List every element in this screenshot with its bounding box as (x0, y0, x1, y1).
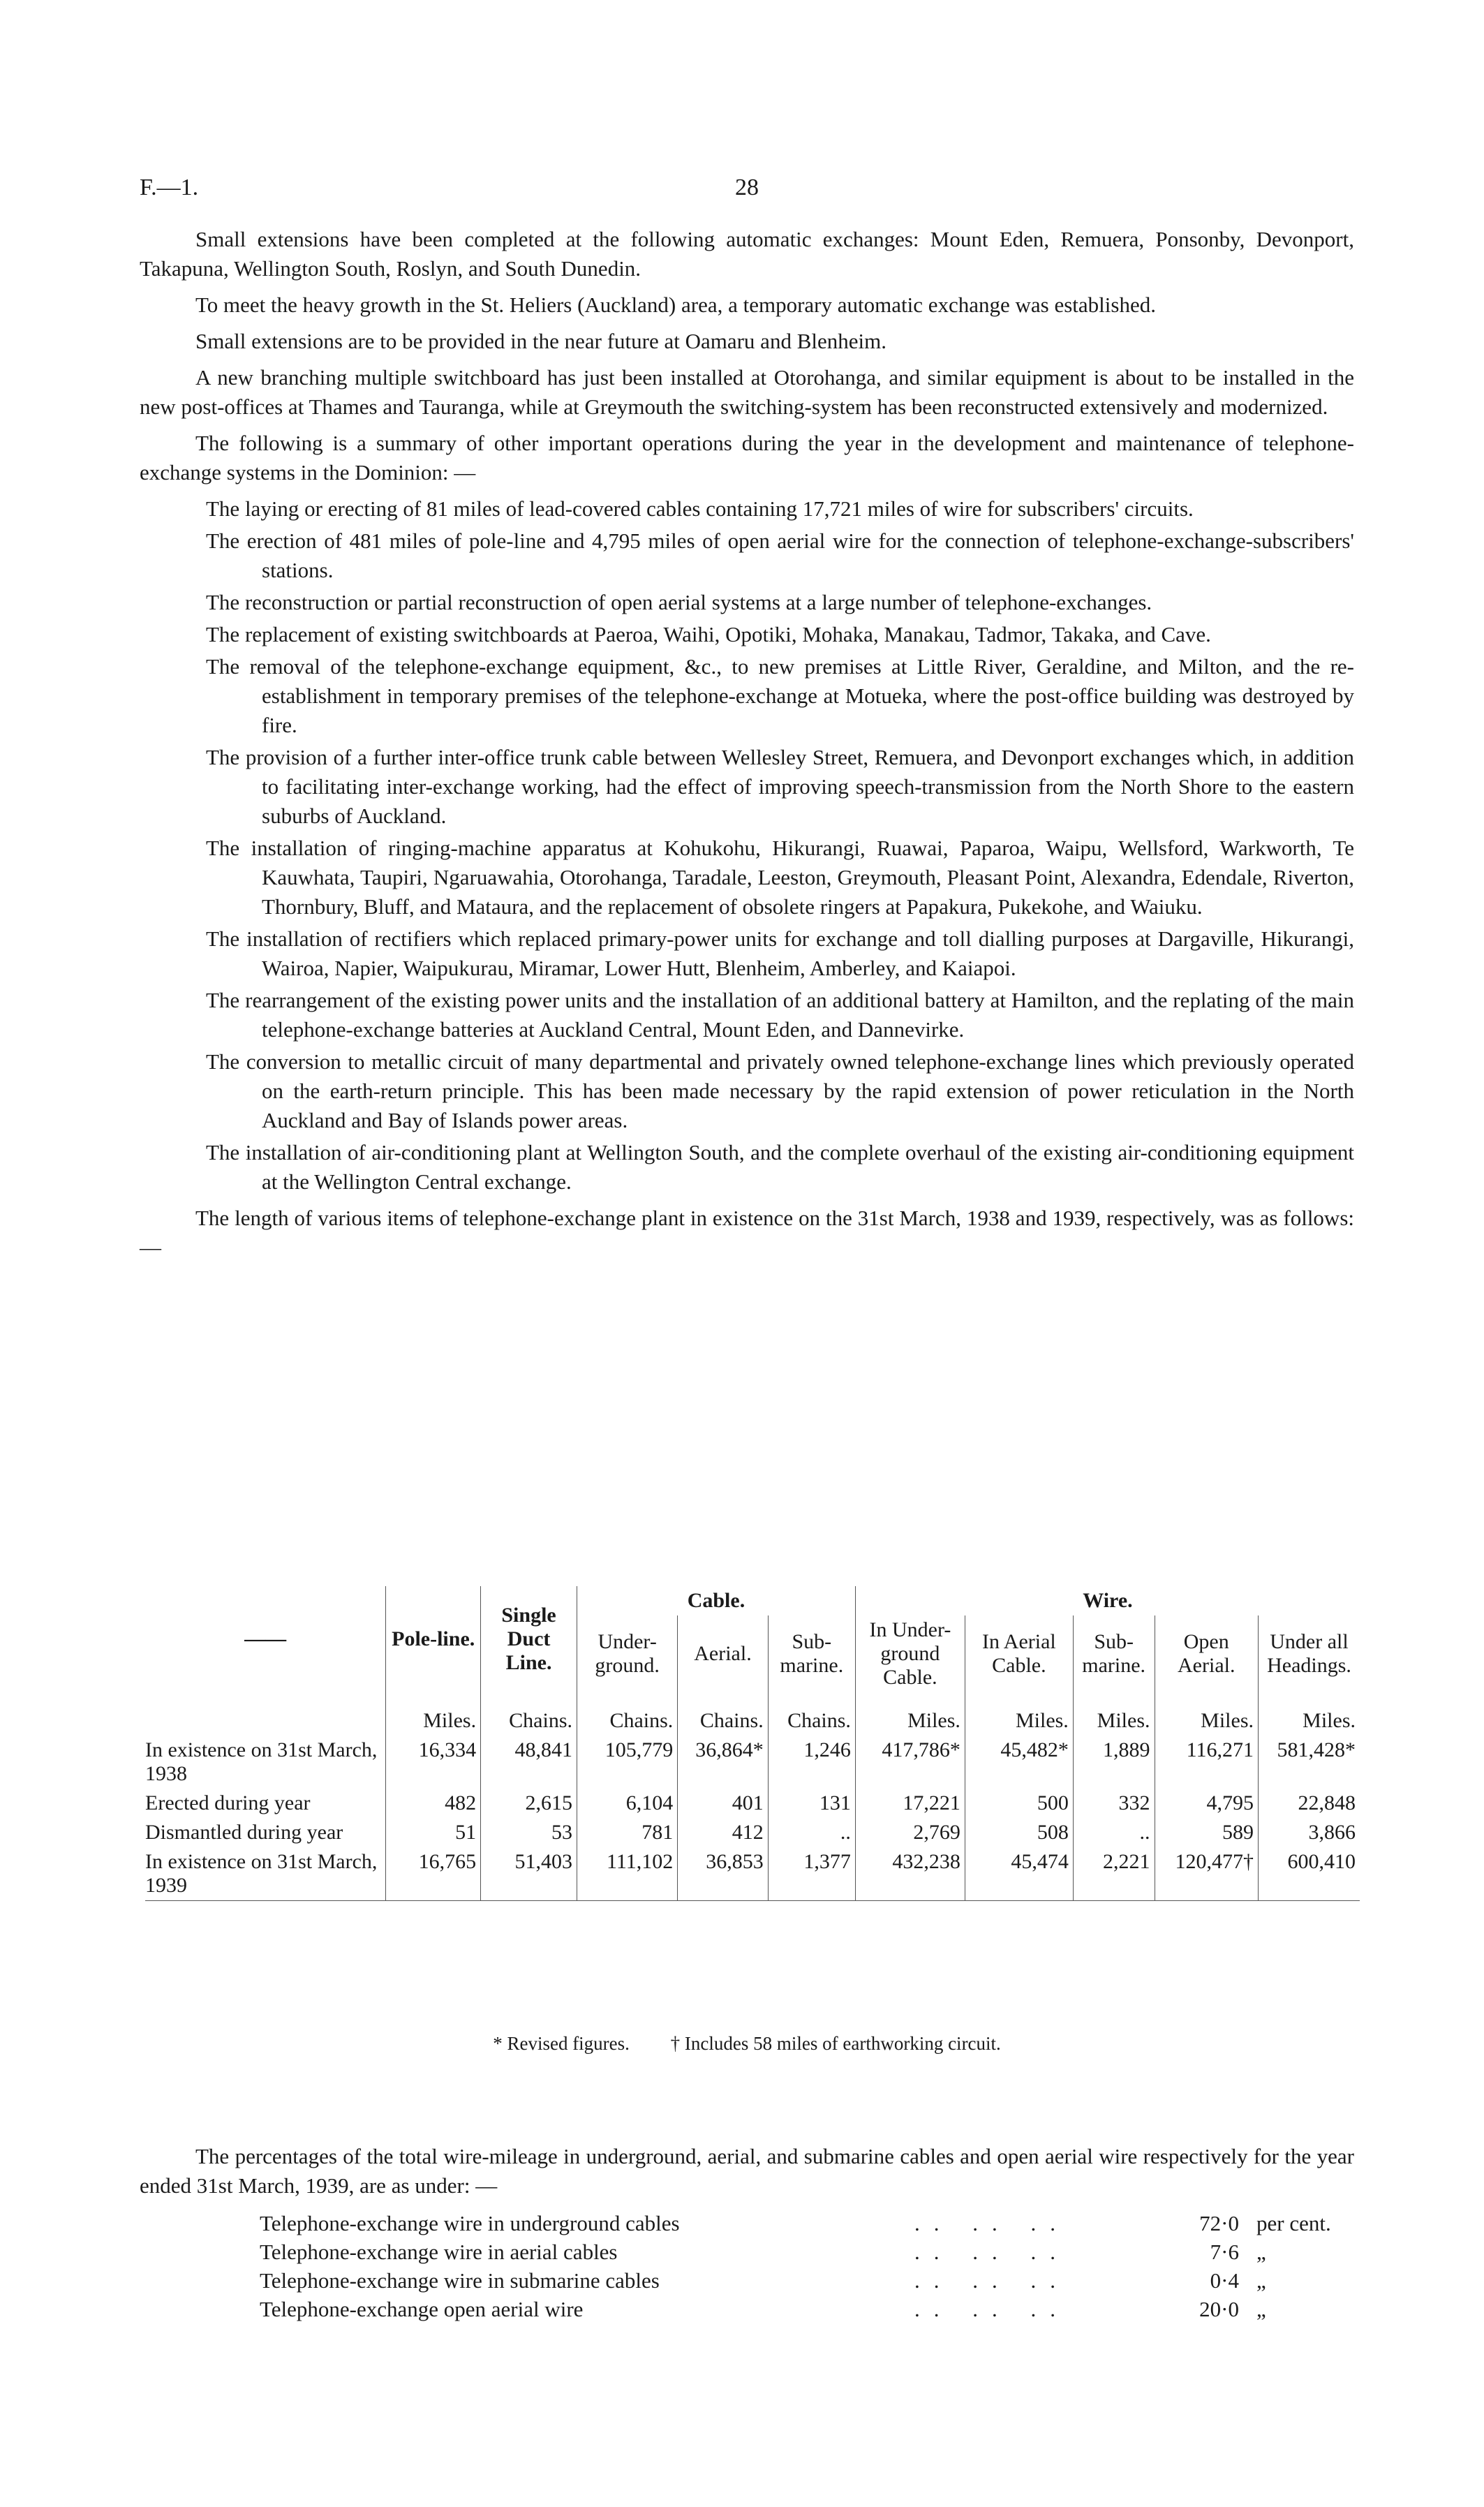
table-cell: 3,866 (1259, 1818, 1360, 1847)
table-cell: 36,864* (678, 1736, 768, 1789)
list-item: The installation of air-conditioning plant at Wellington South, and the complete overhaul of the existing air-conditioning equipment at the Wellington Central exchange. (206, 1140, 1354, 1194)
table-cell: 401 (678, 1789, 768, 1818)
table-cell: 2,615 (481, 1789, 577, 1818)
group-cable: Cable. (577, 1586, 856, 1615)
table-cell: 1,889 (1073, 1736, 1155, 1789)
leader-dots: .. .. .. (914, 2211, 1069, 2235)
list-item (140, 2238, 1354, 2266)
col-wire-open: Open Aerial. (1155, 1615, 1259, 1692)
table-cell: 417,786* (855, 1736, 965, 1789)
unit-label: Miles. (1259, 1692, 1360, 1736)
list-item: The conversion to metallic circuit of many departmental and privately owned telephone-exchange lines which previously operated on the earth-return principle. This has been made necessary by the rapid extension of power reticulation in the North Auckland and Bay of Islands power areas. (206, 1049, 1354, 1132)
table-cell: 412 (678, 1818, 768, 1847)
operations-list (140, 494, 1354, 1197)
percentage-unit: „ (1256, 2240, 1266, 2264)
unit-label: Miles. (386, 1692, 481, 1736)
body-text (140, 225, 1354, 1269)
percentage-label: Telephone-exchange wire in aerial cables (260, 2240, 618, 2264)
table-cell: 22,848 (1259, 1789, 1360, 1818)
list-item: The installation of rectifiers which replaced primary-power units for exchange and toll dialling purposes at Dargaville, Hikurangi, Wairoa, Napier, Waipukurau, Miramar, Lower Hutt, Blenheim, Amberley, and Kaiapoi. (206, 926, 1354, 980)
col-single-duct: Single Duct Line. (481, 1586, 577, 1692)
table-cell: 1,377 (768, 1847, 855, 1901)
paragraph: To meet the heavy growth in the St. Heliers (Auckland) area, a temporary automatic exchange was established. (195, 293, 1156, 317)
paragraph: A new branching multiple switchboard has just been installed at Otorohanga, and similar equipment is about to be installed in the new post-offices at Thames and Tauranga, while at Greymouth the switching-system has been reconstructed extensively and modernized. (140, 365, 1354, 419)
page-number: 28 (735, 175, 759, 200)
list-item: The provision of a further inter-office trunk cable between Wellesley Street, Remuera, and Devonport exchanges which, in addition to facilitating inter-exchange working, had the effect of improving speech-transmission from the North Shore to the eastern suburbs of Auckland. (206, 745, 1354, 828)
leader-dots: .. .. .. (914, 2240, 1069, 2264)
percentages-list (140, 2209, 1354, 2323)
table-cell: 45,474 (965, 1847, 1073, 1901)
list-item: The laying or erecting of 81 miles of lead-covered cables containing 17,721 miles of wire for subscribers' circuits. (206, 496, 1194, 521)
percentage-value: 20·0 (1199, 2297, 1239, 2321)
table-cell: 4,795 (1155, 1789, 1259, 1818)
percentage-value: 0·4 (1210, 2268, 1239, 2293)
col-wire-aerial: In Aerial Cable. (965, 1615, 1073, 1692)
paragraph: Small extensions have been completed at the following automatic exchanges: Mount Eden, Remuera, Ponsonby, Devonport, Takapuna, Wellington South, Roslyn, and South Dunedin. (140, 227, 1354, 281)
col-cable-aerial: Aerial. (678, 1615, 768, 1692)
table-cell: 51 (386, 1818, 481, 1847)
table-cell: 17,221 (855, 1789, 965, 1818)
list-item (140, 2266, 1354, 2295)
percentages-intro: The percentages of the total wire-mileage in underground, aerial, and submarine cables and open aerial wire respectively for the year ended 31st March, 1939, are as under: — (140, 2144, 1354, 2198)
unit-label: Miles. (1155, 1692, 1259, 1736)
footnote-dagger: † Includes 58 miles of earthworking circuit. (670, 2033, 1001, 2054)
row-label: Dismantled during year (145, 1821, 343, 1844)
unit-label: Chains. (481, 1692, 577, 1736)
table-cell: 51,403 (481, 1847, 577, 1901)
table-row (145, 1789, 1360, 1818)
leader-dots: .. .. .. (914, 2297, 1069, 2321)
percentage-unit: „ (1256, 2297, 1266, 2321)
table-cell: 120,477† (1155, 1847, 1259, 1901)
table-cell: 131 (768, 1789, 855, 1818)
table-cell: 600,410 (1259, 1847, 1360, 1901)
percentage-unit: per cent. (1256, 2211, 1331, 2235)
table-row (145, 1818, 1360, 1847)
list-item (140, 2295, 1354, 2323)
percentage-label: Telephone-exchange wire in submarine cables (260, 2268, 660, 2293)
unit-label: Miles. (855, 1692, 965, 1736)
percentage-value: 7·6 (1210, 2240, 1239, 2264)
table-cell: 16,765 (386, 1847, 481, 1901)
table-cell: .. (1073, 1818, 1155, 1847)
units-stub (145, 1692, 386, 1736)
table-row (145, 1847, 1360, 1901)
col-pole-line: Pole-line. (386, 1586, 481, 1692)
page-header (140, 175, 1354, 209)
unit-label: Chains. (577, 1692, 678, 1736)
table-cell: 781 (577, 1818, 678, 1847)
col-wire-all: Under all Headings. (1259, 1615, 1360, 1692)
table-footnotes (140, 2033, 1354, 2055)
table-cell: 589 (1155, 1818, 1259, 1847)
unit-label: Chains. (678, 1692, 768, 1736)
table-cell: 48,841 (481, 1736, 577, 1789)
table-cell: 45,482* (965, 1736, 1073, 1789)
table-cell: 581,428* (1259, 1736, 1360, 1789)
table-cell: 2,221 (1073, 1847, 1155, 1901)
group-wire: Wire. (855, 1586, 1360, 1615)
row-label: Erected during year (145, 1791, 311, 1814)
table-intro: The length of various items of telephone-exchange plant in existence on the 31st March, 1938 and 1939, respectively, was as follows: — (140, 1206, 1354, 1259)
table-cell: 53 (481, 1818, 577, 1847)
stub-header: —— (244, 1627, 287, 1650)
table-cell: 116,271 (1155, 1736, 1259, 1789)
table-cell: 105,779 (577, 1736, 678, 1789)
table-cell: 6,104 (577, 1789, 678, 1818)
table-cell: 432,238 (855, 1847, 965, 1901)
document-code: F.—1. (140, 175, 199, 200)
list-item (140, 2209, 1354, 2238)
list-item: The installation of ringing-machine apparatus at Kohukohu, Hikurangi, Ruawai, Paparoa, Waipu, Wellsford, Warkworth, Te Kauwhata, Taupiri, Ngaruawahia, Otorohanga, Taradale, Leeston, Greymouth, Pleasant Point, Alexandra, Edendale, Riverton, Thornbury, Bluff, and Mataura, and the replacement of obsolete ringers at Papakura, Pukekohe, and Waiuku. (206, 836, 1354, 919)
table-row (145, 1736, 1360, 1789)
row-label: In existence on 31st March, 1938 (145, 1738, 378, 1785)
col-wire-submarine: Sub-marine. (1073, 1615, 1155, 1692)
table-cell: 2,769 (855, 1818, 965, 1847)
plant-table (145, 1586, 1360, 1901)
table-cell: 500 (965, 1789, 1073, 1818)
percentage-unit: „ (1256, 2268, 1266, 2293)
list-item: The removal of the telephone-exchange equipment, &c., to new premises at Little River, Geraldine, and Milton, and the re-establishment in temporary premises of the telephone-exchange at Motueka, where the post-office building was destroyed by fire. (206, 654, 1354, 737)
table-cell: 482 (386, 1789, 481, 1818)
plant-table-container (145, 1586, 1360, 1901)
table-cell: 1,246 (768, 1736, 855, 1789)
row-label: In existence on 31st March, 1939 (145, 1847, 386, 1901)
percentage-value: 72·0 (1199, 2211, 1239, 2235)
col-cable-underground: Under-ground. (577, 1615, 678, 1692)
table-cell: 36,853 (678, 1847, 768, 1901)
percentage-label: Telephone-exchange wire in underground cables (260, 2211, 680, 2235)
paragraph: Small extensions are to be provided in the near future at Oamaru and Blenheim. (195, 329, 886, 353)
unit-label: Chains. (768, 1692, 855, 1736)
col-cable-submarine: Sub-marine. (768, 1615, 855, 1692)
unit-label: Miles. (1073, 1692, 1155, 1736)
table-cell: 332 (1073, 1789, 1155, 1818)
leader-dots: .. .. .. (914, 2268, 1069, 2293)
list-item: The rearrangement of the existing power units and the installation of an additional battery at Hamilton, and the replating of the main telephone-exchange batteries at Auckland Central, Mount Eden, and Dannevirke. (206, 988, 1354, 1042)
percentage-label: Telephone-exchange open aerial wire (260, 2297, 584, 2321)
list-item: The reconstruction or partial reconstruction of open aerial systems at a large number of telephone-exchanges. (206, 590, 1152, 614)
table-cell: 111,102 (577, 1847, 678, 1901)
table-cell: 16,334 (386, 1736, 481, 1789)
list-item: The erection of 481 miles of pole-line and 4,795 miles of open aerial wire for the connection of telephone-exchange-subscribers' stations. (206, 528, 1354, 582)
unit-label: Miles. (965, 1692, 1073, 1736)
list-item: The replacement of existing switchboards at Paeroa, Waihi, Opotiki, Mohaka, Manakau, Tadmor, Takaka, and Cave. (206, 622, 1211, 646)
footnote-revised: * Revised figures. (493, 2033, 630, 2054)
col-wire-underground: In Under-ground Cable. (855, 1615, 965, 1692)
table-cell: .. (768, 1818, 855, 1847)
table-cell: 508 (965, 1818, 1073, 1847)
percentages-section (140, 2142, 1354, 2323)
paragraph: The following is a summary of other important operations during the year in the development and maintenance of telephone-exchange systems in the Dominion: — (140, 431, 1354, 485)
